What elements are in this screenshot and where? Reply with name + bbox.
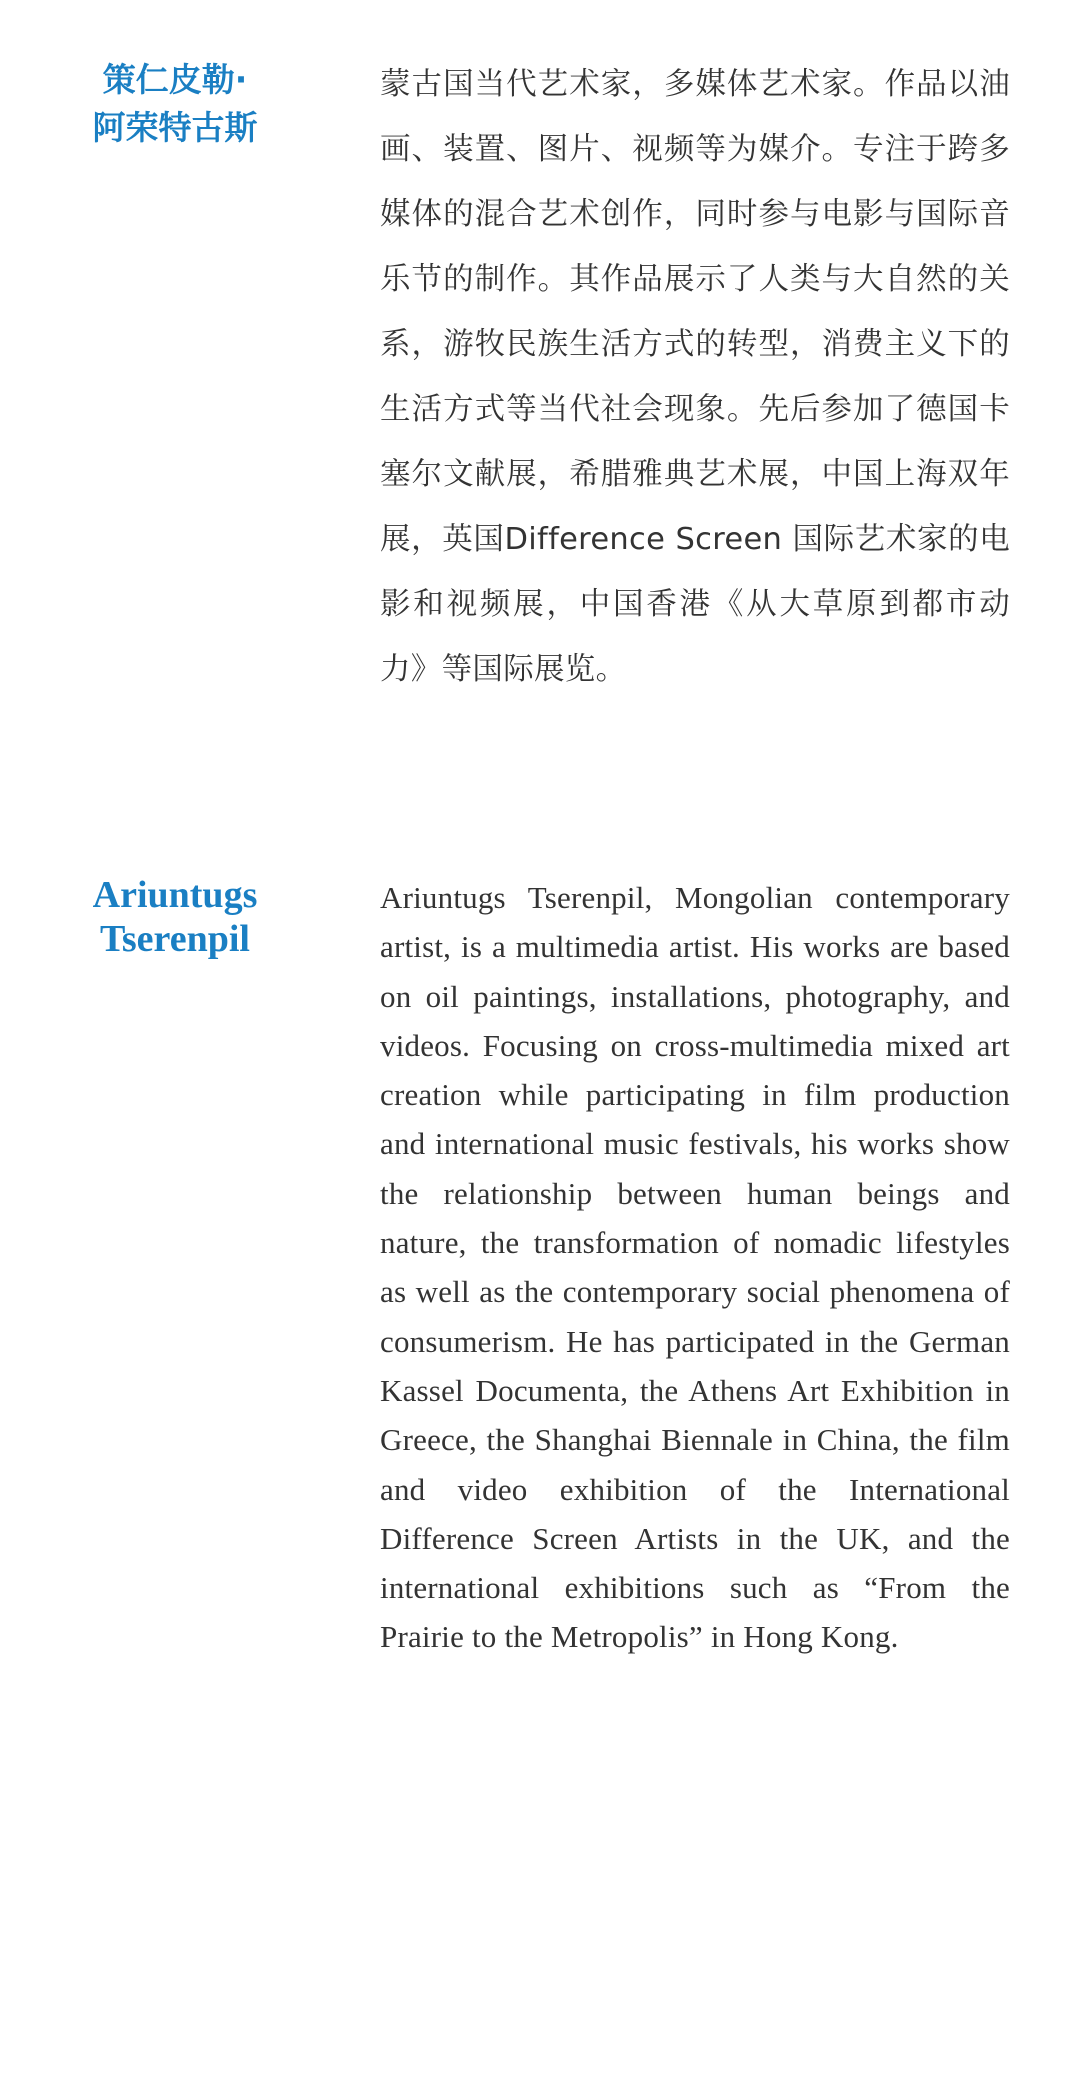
artist-name-line-1: 策仁皮勒· (102, 60, 248, 99)
artist-name-line-2: 阿荣特古斯 (92, 108, 258, 147)
artist-name-english (60, 873, 290, 961)
artist-name-line-2: Tserenpil (100, 918, 250, 960)
artist-bio-chinese: 蒙古国当代艺术家，多媒体艺术家。作品以油画、装置、图片、视频等为媒介。专注于跨多媒体的混合艺术创作，同时参与电影与国际音乐节的制作。其作品展示了人类与大自然的关系，游牧民族生活方式的转型，消费主义下的生活方式等当代社会现象。先后参加了德国卡塞尔文献展，希腊雅典艺术展，中国上海双年展，英国Difference Screen 国际艺术家的电影和视频展，中国香港《从大草原到都市动力》等国际展览。 (380, 67, 1010, 687)
artist-bio-english: Ariuntugs Tserenpil, Mongolian contemporary artist, is a multimedia artist. His works are based on oil paintings, installations, photography, and videos. Focusing on cross-multimedia mixed art creation while participating in film production and international music festivals, his works show the relationship between human beings and nature, the transformation of nomadic lifestyles as well as the contemporary social phenomena of consumerism. He has participated in the German Kassel Documenta, the Athens Art Exhibition in Greece, the Shanghai Biennale in China, the film and video exhibition of the International Difference Screen Artists in the UK, and the international exhibitions such as “From the Prairie to the Metropolis” in Hong Kong. (380, 880, 1010, 1655)
artist-name-chinese (60, 56, 290, 152)
artist-name-line-1: Ariuntugs (92, 874, 258, 916)
